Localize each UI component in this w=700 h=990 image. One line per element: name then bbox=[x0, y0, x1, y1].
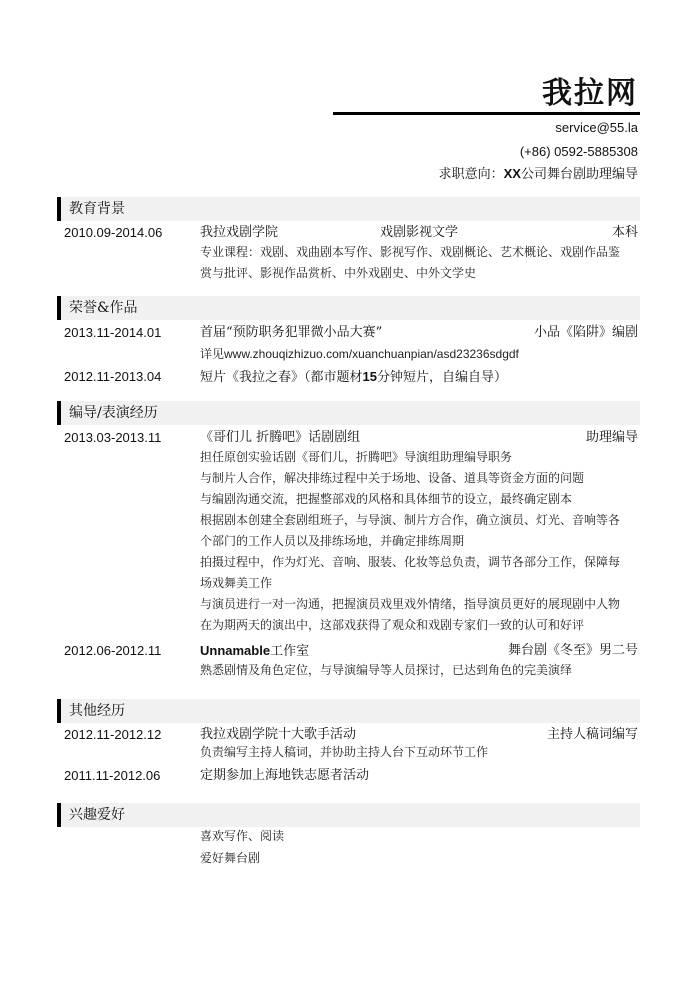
honor-detail-prefix: 详见 bbox=[200, 347, 225, 361]
acting-studio: Unnamable工作室 bbox=[200, 643, 310, 659]
section-title: 编导/表演经历 bbox=[69, 405, 158, 421]
other-date: 2012.11-2012.12 bbox=[64, 727, 162, 742]
detail-line: 场戏舞美工作 bbox=[200, 576, 273, 590]
email-text: service@55.la bbox=[555, 120, 638, 135]
other-detail: 负责编写主持人稿词，并协助主持人台下互动环节工作 bbox=[200, 745, 489, 759]
education-school: 我拉戏剧学院 bbox=[200, 225, 279, 240]
education-degree: 本科 bbox=[611, 225, 638, 240]
honor-event: 首届“预防职务犯罪微小品大赛” bbox=[200, 325, 383, 340]
section-title: 兴趣爱好 bbox=[69, 807, 125, 823]
courses-line: 专业课程：戏剧、戏曲剧本写作、影视写作、戏剧概论、艺术概论、戏剧作品鉴 bbox=[200, 245, 621, 259]
honor-event: 短片《我拉之春》（都市题材15分钟短片，自编自导） bbox=[200, 369, 507, 385]
detail-line: 在为期两天的演出中，这部戏获得了观众和戏剧专家们一致的认可和好评 bbox=[200, 618, 585, 632]
honor-date: 2013.11-2014.01 bbox=[64, 325, 162, 340]
hobby-item: 喜欢写作、阅读 bbox=[200, 829, 285, 843]
honor-detail bbox=[200, 344, 638, 365]
education-major: 戏剧影视文学 bbox=[380, 225, 459, 240]
job-intent bbox=[439, 166, 638, 183]
directing-date: 2013.03-2013.11 bbox=[64, 430, 162, 445]
honor-date: 2012.11-2013.04 bbox=[64, 369, 162, 384]
section-title: 荣誉&作品 bbox=[69, 300, 138, 316]
section-title: 其他经历 bbox=[69, 703, 125, 719]
other-date: 2011.11-2012.06 bbox=[64, 768, 161, 783]
directing-role: 助理编导 bbox=[585, 430, 638, 445]
job-intent-label: 求职意向： bbox=[438, 167, 504, 182]
detail-line: 拍摄过程中，作为灯光、音响、服装、化妆等总负责，调节各部分工作，保障每 bbox=[200, 555, 621, 569]
section-education bbox=[57, 197, 640, 221]
honor-detail-link[interactable]: www.zhouqizhizuo.com/xuanchuanpian/asd23236sdgdf bbox=[224, 347, 519, 361]
section-directing bbox=[57, 401, 640, 425]
other-role: 主持人稿词编写 bbox=[546, 727, 638, 742]
job-intent-company: XX bbox=[503, 166, 521, 181]
acting-date: 2012.06-2012.11 bbox=[64, 643, 162, 658]
detail-line: 根据剧本创建全套剧组班子，与导演、制片方合作，确立演员、灯光、音响等各 bbox=[200, 513, 621, 527]
detail-line: 担任原创实验话剧《哥们儿，折腾吧》导演组助理编导职务 bbox=[200, 450, 513, 464]
phone-text: (+86) 0592-5885308 bbox=[519, 144, 638, 159]
hobby-item: 爱好舞台剧 bbox=[200, 851, 261, 865]
hobbies-list bbox=[200, 825, 638, 869]
section-title: 教育背景 bbox=[69, 201, 125, 217]
acting-detail: 熟悉剧情及角色定位，与导演编导等人员探讨，已达到角色的完美演绎 bbox=[200, 663, 573, 677]
honor-role: 小品《陷阱》编剧 bbox=[533, 325, 638, 340]
detail-line: 与演员进行一对一沟通，把握演员戏里戏外情绪，指导演员更好的展现剧中人物 bbox=[200, 597, 621, 611]
resume-name: 我拉网 bbox=[542, 76, 638, 111]
detail-line: 与编剧沟通交流，把握整部戏的风格和具体细节的设立，最终确定剧本 bbox=[200, 492, 573, 506]
detail-line: 个部门的工作人员以及排练场地，并确定排练周期 bbox=[200, 534, 465, 548]
section-other bbox=[57, 699, 640, 723]
other-activity: 定期参加上海地铁志愿者活动 bbox=[200, 768, 370, 783]
courses-line: 赏与批评、影视作品赏析、中外戏剧史、中外文学史 bbox=[200, 266, 477, 280]
job-intent-value: 公司舞台剧助理编导 bbox=[520, 167, 638, 182]
education-date: 2010.09-2014.06 bbox=[64, 225, 163, 240]
directing-details bbox=[200, 447, 638, 636]
other-activity: 我拉戏剧学院十大歌手活动 bbox=[200, 727, 357, 742]
detail-line: 与制片人合作，解决排练过程中关于场地、设备、道具等资金方面的问题 bbox=[200, 471, 585, 485]
acting-role: 舞台剧《冬至》男二号 bbox=[507, 643, 638, 658]
directing-project: 《哥们儿 折腾吧》话剧剧组 bbox=[200, 430, 361, 445]
section-hobbies bbox=[57, 803, 640, 827]
education-courses bbox=[200, 242, 638, 284]
name-divider bbox=[333, 112, 640, 115]
section-honors bbox=[57, 296, 640, 320]
